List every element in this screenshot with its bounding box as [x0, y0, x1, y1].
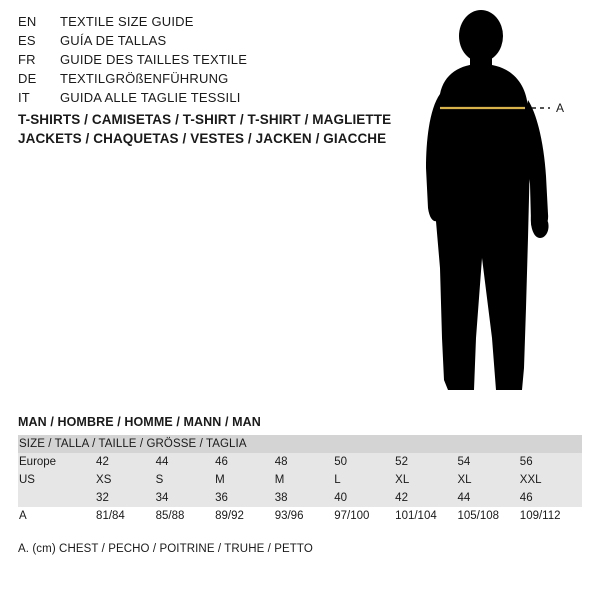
- table-header-label: SIZE / TALLA / TAILLE / GRÖSSE / TAGLIA: [19, 438, 247, 450]
- table-cell: 50: [334, 456, 348, 468]
- table-cell: 42: [395, 492, 408, 504]
- table-cell: S: [155, 474, 164, 486]
- table-row: [18, 453, 582, 471]
- body-figure: [400, 8, 600, 408]
- row-label-chest: A: [19, 510, 27, 522]
- table-cell: 46: [215, 456, 228, 468]
- table-cell: 105/108: [457, 510, 500, 522]
- legend-row: [18, 14, 378, 33]
- table-cell: 48: [274, 456, 288, 468]
- category-tshirts: T-SHIRTS / CAMISETAS / T-SHIRT / T-SHIRT / MAGLIETTE: [18, 112, 392, 127]
- table-cell: XXL: [519, 474, 542, 486]
- table-cell: 101/104: [395, 510, 437, 522]
- table-cell: 44: [457, 492, 471, 504]
- size-table-block: [0, 415, 600, 555]
- category-jackets: JACKETS / CHAQUETAS / VESTES / JACKEN / GIACCHE: [18, 131, 387, 146]
- legend-code-de: DE: [18, 71, 37, 86]
- legend-row: [18, 33, 378, 52]
- figure-silhouette: [426, 10, 549, 390]
- table-cell: 89/92: [215, 510, 244, 522]
- legend-text-de: TEXTILGRÖßENFÜHRUNG: [60, 71, 229, 86]
- table-cell: 54: [457, 456, 471, 468]
- legend-row: [18, 90, 378, 109]
- table-cell: L: [334, 474, 341, 486]
- legend-text-fr: GUIDE DES TAILLES TEXTILE: [60, 52, 248, 67]
- legend-text-es: GUÍA DE TALLAS: [60, 33, 167, 48]
- garment-categories: [18, 110, 418, 148]
- legend-row: [18, 71, 378, 90]
- legend-text-en: TEXTILE SIZE GUIDE: [60, 14, 194, 29]
- table-cell: XS: [96, 474, 112, 486]
- table-footnote: A. (cm) CHEST / PECHO / POITRINE / TRUHE / PETTO: [18, 543, 313, 555]
- legend-code-fr: FR: [18, 52, 36, 67]
- table-cell: 34: [155, 492, 169, 504]
- table-cell: 40: [334, 492, 348, 504]
- table-cell: 46: [519, 492, 533, 504]
- table-header-row: [18, 435, 582, 453]
- size-table: [18, 435, 582, 525]
- row-label-us-numeric: [18, 489, 96, 507]
- table-cell: 42: [96, 456, 109, 468]
- table-cell: XL: [457, 474, 472, 486]
- table-section-title: MAN / HOMBRE / HOMME / MANN / MAN: [18, 415, 261, 429]
- legend-code-es: ES: [18, 33, 36, 48]
- table-row: [18, 489, 582, 507]
- table-cell: 93/96: [274, 510, 304, 522]
- row-label-europe: Europe: [19, 456, 57, 468]
- chest-measure-label: A: [556, 101, 565, 115]
- table-cell: 52: [395, 456, 408, 468]
- table-row: [18, 471, 582, 489]
- legend-code-en: EN: [18, 14, 37, 29]
- legend-row: [18, 52, 378, 71]
- table-cell: 109/112: [519, 510, 561, 522]
- legend-code-it: IT: [18, 90, 30, 105]
- table-cell: 85/88: [155, 510, 185, 522]
- table-cell: 81/84: [96, 510, 125, 522]
- table-cell: 44: [155, 456, 169, 468]
- table-cell: 38: [274, 492, 288, 504]
- table-row: [18, 507, 582, 525]
- language-legend: [18, 14, 378, 109]
- row-label-us: US: [19, 474, 35, 486]
- table-cell: 36: [215, 492, 228, 504]
- table-cell: XL: [395, 474, 410, 486]
- table-cell: M: [215, 474, 225, 486]
- table-cell: M: [274, 474, 285, 486]
- table-cell: 56: [519, 456, 533, 468]
- table-cell: 97/100: [334, 510, 370, 522]
- table-cell: 32: [96, 492, 109, 504]
- legend-text-it: GUIDA ALLE TAGLIE TESSILI: [60, 90, 241, 105]
